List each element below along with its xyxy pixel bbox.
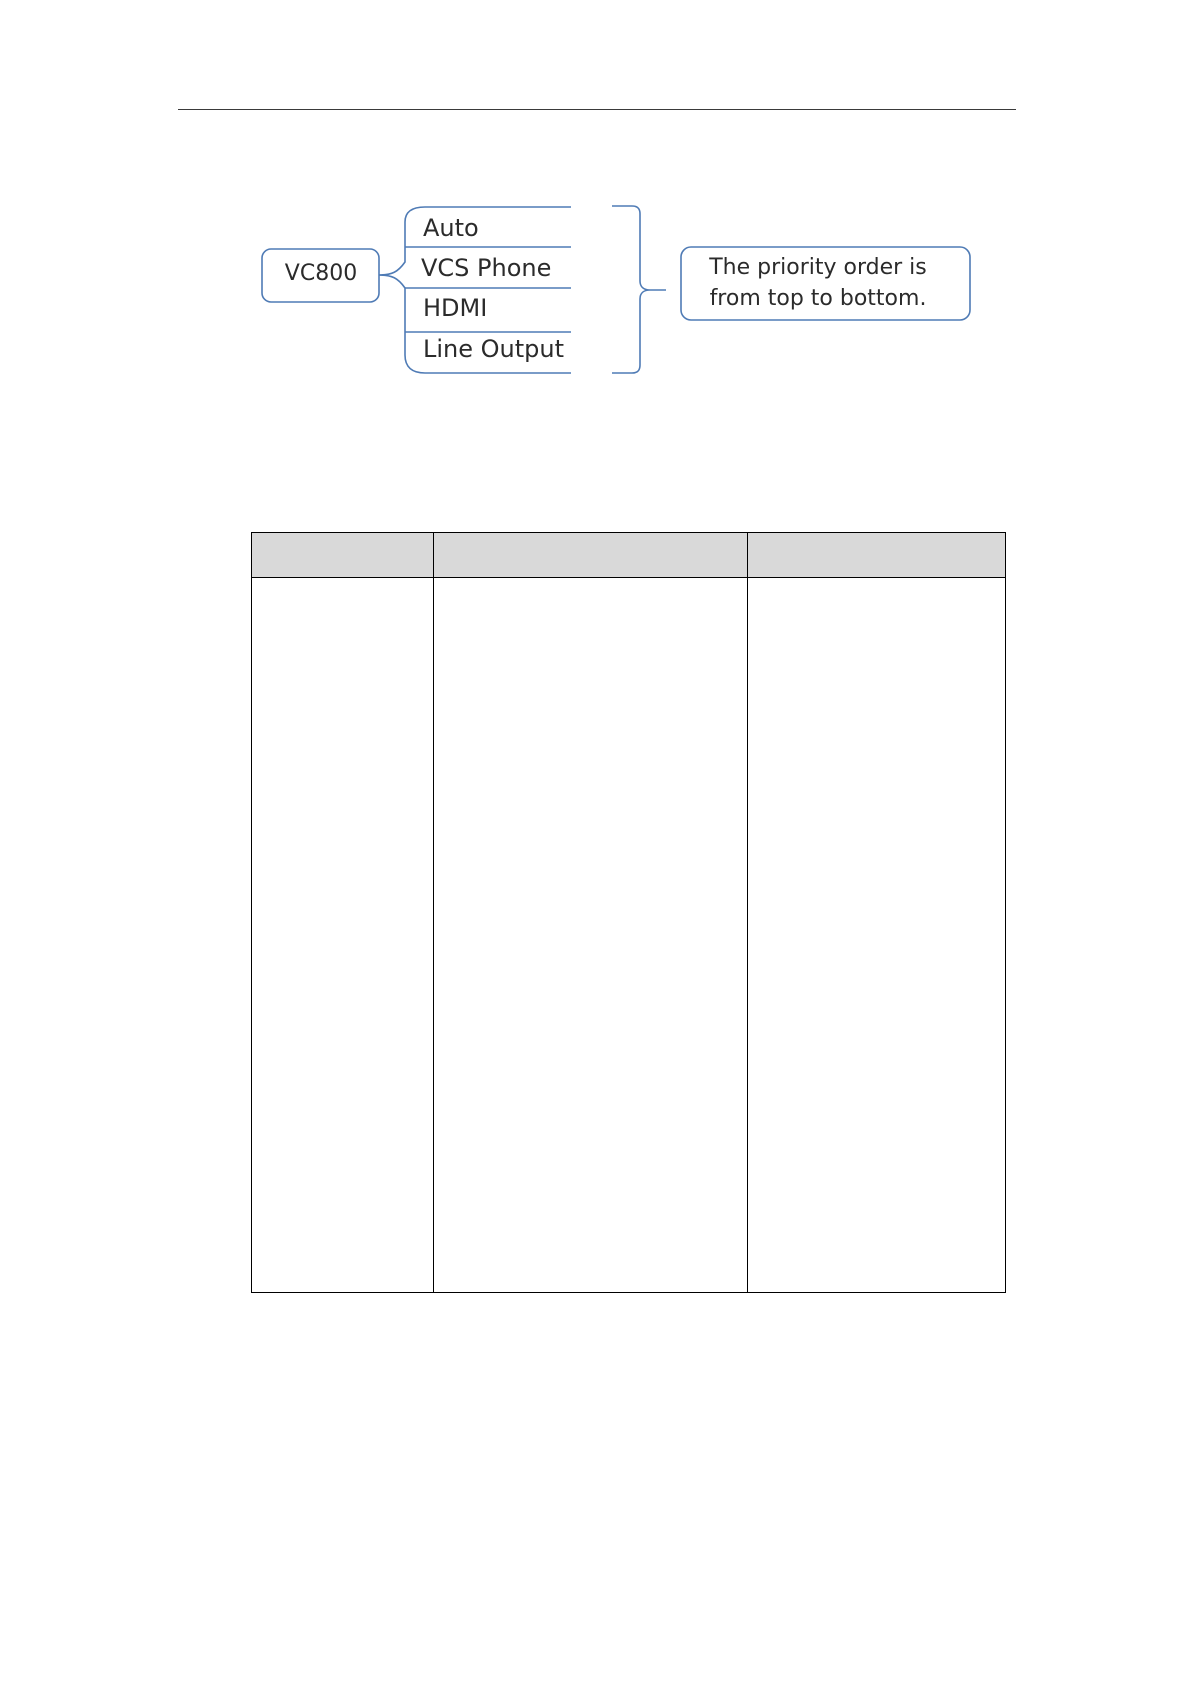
parameter-table xyxy=(251,532,1006,1293)
source-line-output: Line Output xyxy=(423,335,565,363)
body-cell-2 xyxy=(433,578,747,1292)
source-auto: Auto xyxy=(423,214,479,242)
diagram-lines xyxy=(0,0,1191,420)
header-cell-2 xyxy=(433,533,747,577)
root-label: VC800 xyxy=(284,261,358,286)
note-line-1: The priority order is xyxy=(709,255,927,280)
body-cell-1 xyxy=(252,578,433,1292)
audio-output-priority-diagram xyxy=(0,0,1191,420)
right-bracket xyxy=(612,206,666,373)
source-vcs-phone: VCS Phone xyxy=(421,254,552,282)
header-cell-1 xyxy=(252,533,433,577)
header-cell-3 xyxy=(747,533,1005,577)
note-line-2: from top to bottom. xyxy=(709,286,927,311)
body-cell-3 xyxy=(747,578,1005,1292)
source-hdmi: HDMI xyxy=(423,294,488,322)
